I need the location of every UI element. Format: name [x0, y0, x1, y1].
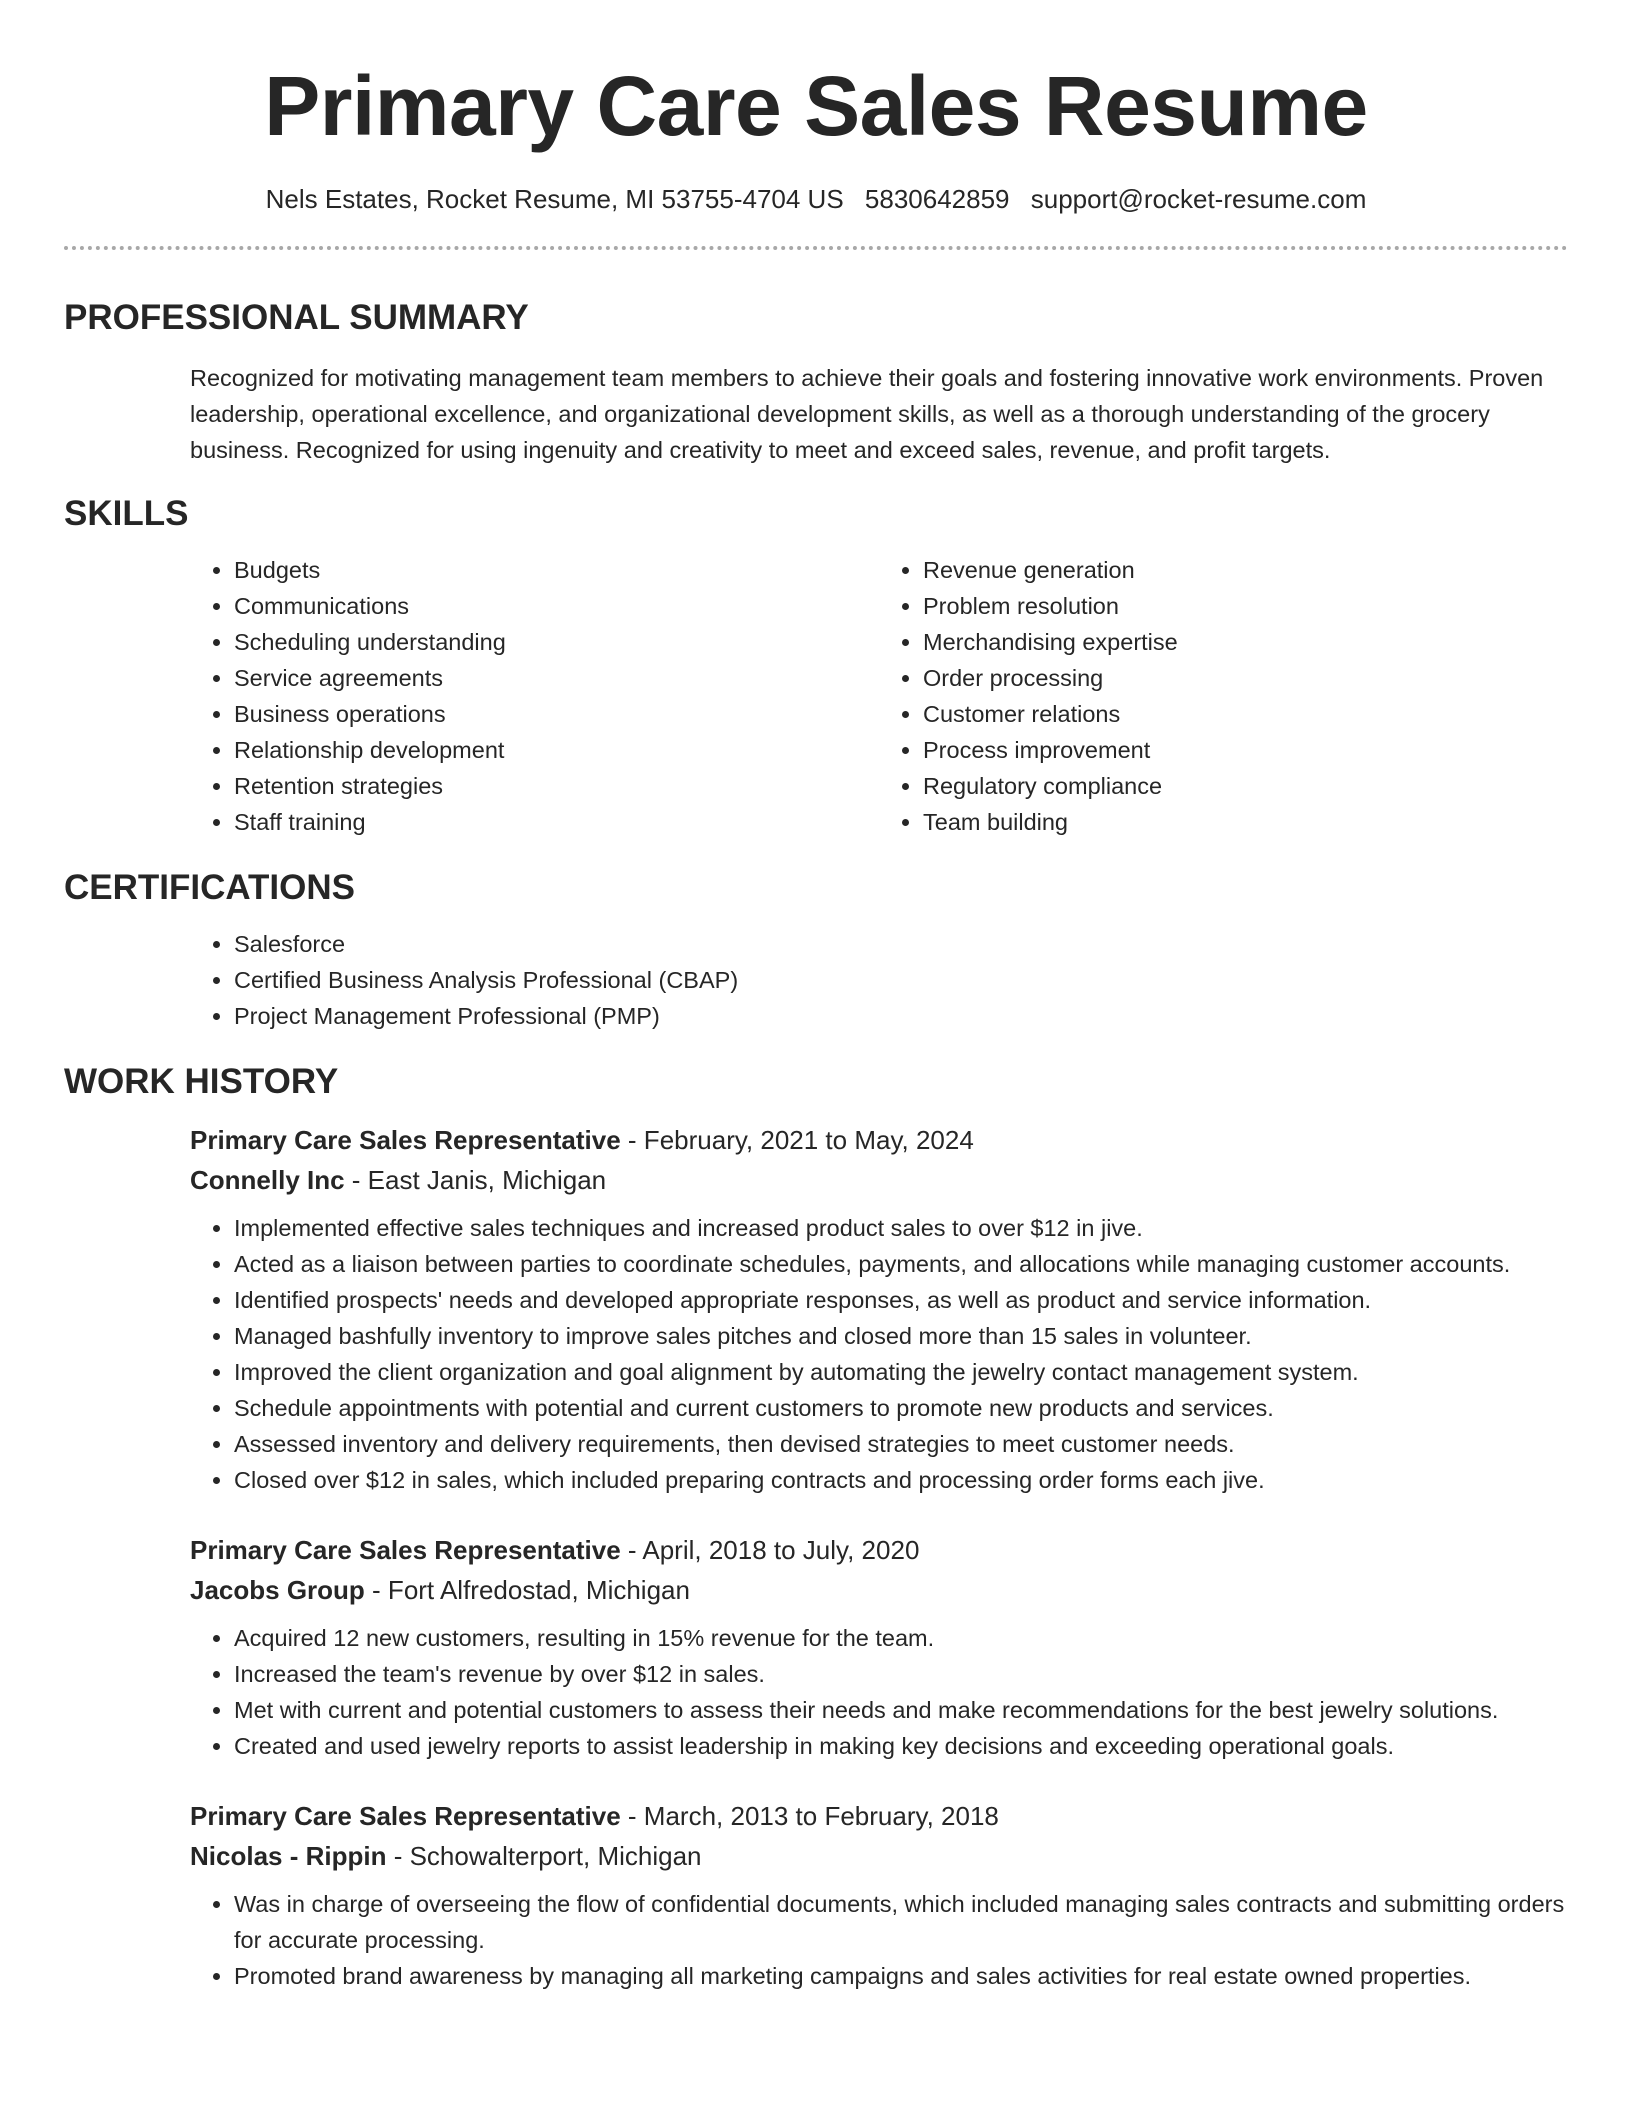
skills-section [64, 552, 1568, 840]
job-title: Primary Care Sales Representative [190, 1801, 621, 1831]
certifications-list [190, 926, 1568, 1034]
job-bullets [190, 1620, 1568, 1764]
resume-title: Primary Care Sales Resume [264, 59, 1368, 153]
job-company-line [190, 1160, 1568, 1200]
skills-list-left [190, 552, 879, 840]
job-company: Nicolas - Rippin [190, 1841, 387, 1871]
job-title-line [190, 1120, 1568, 1160]
skill-item: • Order processing [923, 660, 1568, 696]
job-bullet: • Improved the client organization and goal alignment by automating the jewelry contact management system. [234, 1354, 1568, 1390]
job-bullet: • Acquired 12 new customers, resulting in 15% revenue for the team. [234, 1620, 1568, 1656]
job-bullet: • Implemented effective sales techniques and increased product sales to over $12 in jive. [234, 1210, 1568, 1246]
skill-item: • Revenue generation [923, 552, 1568, 588]
summary-heading: PROFESSIONAL SUMMARY [64, 298, 529, 337]
skill-item: • Business operations [234, 696, 879, 732]
certification-item: • Certified Business Analysis Professional (CBAP) [234, 962, 1568, 998]
skill-item: • Staff training [234, 804, 879, 840]
job-location: - Schowalterport, Michigan [386, 1841, 702, 1871]
job-bullet: • Closed over $12 in sales, which included preparing contracts and processing order forms each jive. [234, 1462, 1568, 1498]
summary-text: Recognized for motivating management team members to achieve their goals and fostering innovative work environments. Proven leadership, operational excellence, and organizational development skills, as well as a thorough understanding of the grocery business. Recognized for using ingenuity and creativity to meet and exceed sales, revenue, and profit targets. [190, 365, 1544, 463]
skills-heading: SKILLS [64, 494, 189, 533]
job-entry [64, 1120, 1568, 1498]
skill-item: • Retention strategies [234, 768, 879, 804]
job-location: - East Janis, Michigan [344, 1165, 607, 1195]
contact-phone: 5830642859 [864, 184, 1010, 214]
job-title: Primary Care Sales Representative [190, 1125, 621, 1155]
job-bullets [190, 1886, 1568, 1994]
skill-item: • Service agreements [234, 660, 879, 696]
job-company: Connelly Inc [190, 1165, 345, 1195]
job-bullets [190, 1210, 1568, 1498]
skill-item: • Process improvement [923, 732, 1568, 768]
certifications-heading: CERTIFICATIONS [64, 868, 356, 907]
job-dates: - March, 2013 to February, 2018 [620, 1801, 999, 1831]
skill-item: • Regulatory compliance [923, 768, 1568, 804]
job-bullet: • Schedule appointments with potential and current customers to promote new products and services. [234, 1390, 1568, 1426]
certification-item: • Salesforce [234, 926, 1568, 962]
skill-item: • Scheduling understanding [234, 624, 879, 660]
job-bullet: • Acted as a liaison between parties to coordinate schedules, payments, and allocations while managing customer accounts. [234, 1246, 1568, 1282]
header-divider [64, 246, 1568, 250]
job-title: Primary Care Sales Representative [190, 1535, 621, 1565]
job-bullet: • Met with current and potential customers to assess their needs and make recommendations for the best jewelry solutions. [234, 1692, 1568, 1728]
job-entry [64, 1796, 1568, 1994]
skill-item: • Relationship development [234, 732, 879, 768]
job-bullet: • Was in charge of overseeing the flow of confidential documents, which included managing sales contracts and submitting orders for accurate processing. [234, 1886, 1568, 1958]
job-title-line [190, 1530, 1568, 1570]
job-bullet: • Managed bashfully inventory to improve sales pitches and closed more than 15 sales in volunteer. [234, 1318, 1568, 1354]
job-location: - Fort Alfredostad, Michigan [364, 1575, 690, 1605]
certification-item: • Project Management Professional (PMP) [234, 998, 1568, 1034]
job-title-line [190, 1796, 1568, 1836]
work-history-heading: WORK HISTORY [64, 1062, 339, 1101]
skills-list-right [879, 552, 1568, 840]
contact-address: Nels Estates, Rocket Resume, MI 53755-4704 US [265, 184, 844, 214]
skill-item: • Customer relations [923, 696, 1568, 732]
job-entry [64, 1530, 1568, 1764]
certifications-section [64, 926, 1568, 1034]
job-company: Jacobs Group [190, 1575, 365, 1605]
job-bullet: • Created and used jewelry reports to assist leadership in making key decisions and exceeding operational goals. [234, 1728, 1568, 1764]
contact-email: support@rocket-resume.com [1030, 184, 1367, 214]
job-dates: - February, 2021 to May, 2024 [620, 1125, 974, 1155]
skill-item: • Team building [923, 804, 1568, 840]
job-company-line [190, 1836, 1568, 1876]
skill-item: • Merchandising expertise [923, 624, 1568, 660]
job-dates: - April, 2018 to July, 2020 [620, 1535, 920, 1565]
skill-item: • Budgets [234, 552, 879, 588]
skill-item: • Problem resolution [923, 588, 1568, 624]
summary-section [64, 360, 1568, 468]
job-company-line [190, 1570, 1568, 1610]
job-bullet: • Assessed inventory and delivery requirements, then devised strategies to meet customer needs. [234, 1426, 1568, 1462]
skill-item: • Communications [234, 588, 879, 624]
contact-line [64, 182, 1568, 216]
job-bullet: • Promoted brand awareness by managing all marketing campaigns and sales activities for real estate owned properties. [234, 1958, 1568, 1994]
job-bullet: • Increased the team's revenue by over $12 in sales. [234, 1656, 1568, 1692]
job-bullet: • Identified prospects' needs and developed appropriate responses, as well as product and service information. [234, 1282, 1568, 1318]
